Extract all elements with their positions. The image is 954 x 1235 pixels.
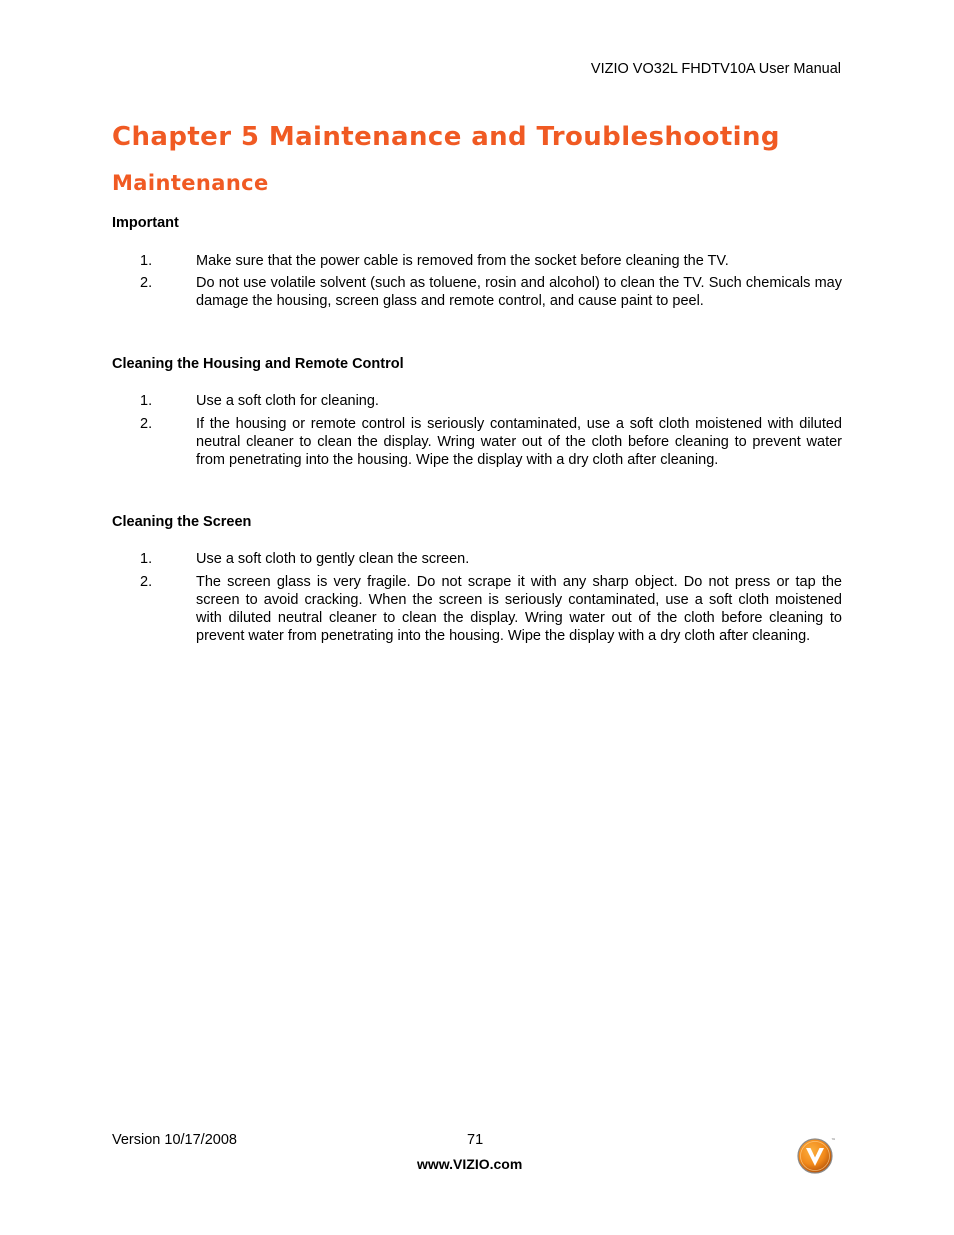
list-item-number: 1.	[140, 393, 153, 409]
footer-version: Version 10/17/2008	[112, 1132, 237, 1148]
list-item-number: 2.	[140, 574, 153, 590]
vizio-v-logo-icon	[796, 1136, 836, 1176]
list-item-text: Use a soft cloth for cleaning.	[196, 393, 379, 409]
chapter-title: Chapter 5 Maintenance and Troubleshooting	[112, 122, 780, 152]
important-heading: Important	[112, 215, 179, 231]
footer-url[interactable]: www.VIZIO.com	[417, 1156, 523, 1172]
screen-heading: Cleaning the Screen	[112, 514, 252, 530]
list-item-number: 1.	[140, 253, 153, 269]
list-item-text: Use a soft cloth to gently clean the screen.	[196, 551, 470, 567]
list-item-text: If the housing or remote control is seriously contaminated, use a soft cloth moistened with diluted neutral cleaner to clean the display. Wring water out of the cloth before cleaning to prevent water from penetrating into the housing. Wipe the display with a dry cloth after cleaning.	[196, 416, 842, 468]
list-item-text: Do not use volatile solvent (such as toluene, rosin and alcohol) to clean the TV. Such chemicals may damage the housing, screen glass and remote control, and cause paint to peel.	[196, 275, 842, 309]
footer-page-number: 71	[467, 1132, 484, 1148]
section-title: Maintenance	[112, 171, 269, 195]
housing-heading: Cleaning the Housing and Remote Control	[112, 356, 404, 372]
trademark-symbol: ™	[831, 1138, 836, 1144]
list-item-text: Make sure that the power cable is removed from the socket before cleaning the TV.	[196, 253, 729, 269]
list-item-number: 1.	[140, 551, 153, 567]
list-item-number: 2.	[140, 416, 153, 432]
list-item-number: 2.	[140, 275, 153, 291]
list-item-text: The screen glass is very fragile. Do not scrape it with any sharp object. Do not press or tap the screen to avoid cracking. When the screen is seriously contaminated, use a soft cloth moistened with diluted neutral cleaner to clean the display. Wring water out of the cloth before cleaning to prevent water from penetrating into the housing. Wipe the display with a dry cloth after cleaning.	[196, 574, 842, 644]
header-title: VIZIO VO32L FHDTV10A User Manual	[590, 61, 841, 77]
